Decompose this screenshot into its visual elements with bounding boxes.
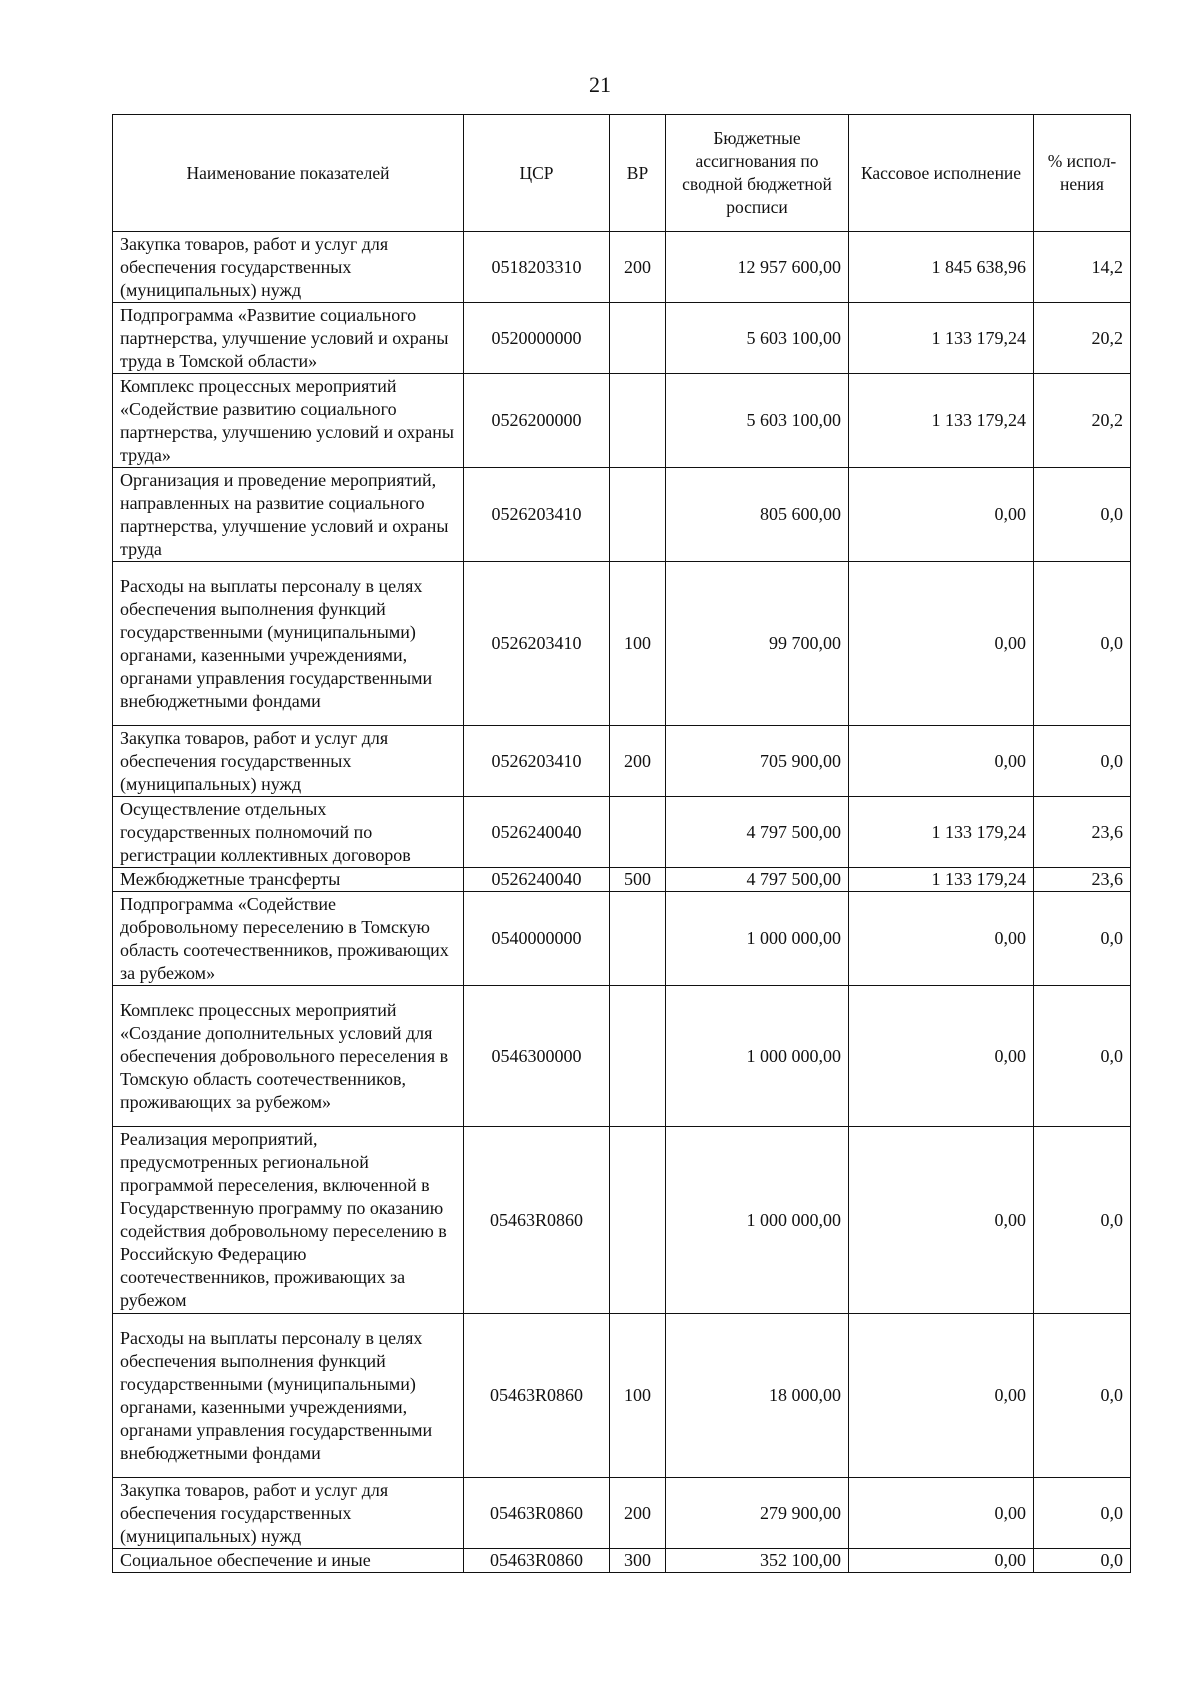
row-csr: 0526240040: [464, 797, 610, 868]
row-csr: 05463R0860: [464, 1478, 610, 1549]
row-percent: 0,0: [1034, 1127, 1131, 1314]
row-csr: 0526203410: [464, 468, 610, 562]
row-vr: [610, 303, 666, 374]
header-budget-allocation: Бюджетные ассигнования по сводной бюджетной росписи: [666, 115, 849, 232]
row-vr: [610, 1127, 666, 1314]
row-percent: 0,0: [1034, 1478, 1131, 1549]
row-vr: [610, 797, 666, 868]
row-vr: 100: [610, 1314, 666, 1478]
row-budget: 279 900,00: [666, 1478, 849, 1549]
row-budget: 1 000 000,00: [666, 892, 849, 986]
row-percent: 0,0: [1034, 1314, 1131, 1478]
row-name: Комплекс процессных мероприятий «Создание дополнительных условий для обеспечения добровольного переселения в Томскую область соотечественников, проживающих за рубежом»: [113, 986, 464, 1127]
row-executed: 0,00: [849, 986, 1034, 1127]
row-name: Комплекс процессных мероприятий «Содействие развитию социального партнерства, улучшению условий и охраны труда»: [113, 374, 464, 468]
row-name: Осуществление отдельных государственных полномочий по регистрации коллективных договоров: [113, 797, 464, 868]
row-name: Закупка товаров, работ и услуг для обеспечения государственных (муниципальных) нужд: [113, 232, 464, 303]
row-vr: [610, 468, 666, 562]
table-row: [113, 232, 1131, 303]
table-row: [113, 1549, 1131, 1573]
row-budget: 12 957 600,00: [666, 232, 849, 303]
page-number: 21: [589, 72, 611, 97]
row-percent: 0,0: [1034, 468, 1131, 562]
table-header-row: [113, 115, 1131, 232]
header-cash-execution: Кассовое исполнение: [849, 115, 1034, 232]
row-vr: 500: [610, 868, 666, 892]
row-csr: 0518203310: [464, 232, 610, 303]
row-name: Подпрограмма «Развитие социального партнерства, улучшение условий и охраны труда в Томской области»: [113, 303, 464, 374]
budget-execution-table: [112, 114, 1131, 1573]
row-name: Реализация мероприятий, предусмотренных региональной программой переселения, включенной в Государственную программу по оказанию содействия добровольному переселению в Российскую Федерацию соотечественников, проживающих за рубежом: [113, 1127, 464, 1314]
table-row: [113, 1127, 1131, 1314]
header-execution-percent: % испол-нения: [1034, 115, 1131, 232]
row-executed: 0,00: [849, 892, 1034, 986]
row-vr: 200: [610, 1478, 666, 1549]
row-budget: 4 797 500,00: [666, 868, 849, 892]
header-vr: ВР: [610, 115, 666, 232]
row-budget: 352 100,00: [666, 1549, 849, 1573]
row-csr: 0526200000: [464, 374, 610, 468]
row-budget: 18 000,00: [666, 1314, 849, 1478]
row-vr: 300: [610, 1549, 666, 1573]
row-budget: 5 603 100,00: [666, 303, 849, 374]
table-row: [113, 562, 1131, 726]
row-name: Организация и проведение мероприятий, направленных на развитие социального партнерства, улучшение условий и охраны труда: [113, 468, 464, 562]
row-name: Расходы на выплаты персоналу в целях обеспечения выполнения функций государственными (муниципальными) органами, казенными учреждениями, органами управления государственными внебюджетными фондами: [113, 1314, 464, 1478]
row-csr: 05463R0860: [464, 1314, 610, 1478]
table-row: [113, 986, 1131, 1127]
header-csr: ЦСР: [464, 115, 610, 232]
row-percent: 0,0: [1034, 892, 1131, 986]
row-vr: 200: [610, 232, 666, 303]
row-name: Социальное обеспечение и иные: [113, 1549, 464, 1573]
row-executed: 1 133 179,24: [849, 797, 1034, 868]
row-name: Закупка товаров, работ и услуг для обеспечения государственных (муниципальных) нужд: [113, 726, 464, 797]
row-vr: 200: [610, 726, 666, 797]
row-executed: 0,00: [849, 1549, 1034, 1573]
row-executed: 0,00: [849, 1314, 1034, 1478]
row-csr: 0526240040: [464, 868, 610, 892]
row-csr: 0546300000: [464, 986, 610, 1127]
row-csr: 0526203410: [464, 562, 610, 726]
row-csr: 0540000000: [464, 892, 610, 986]
row-executed: 0,00: [849, 1478, 1034, 1549]
row-csr: 05463R0860: [464, 1127, 610, 1314]
row-percent: 23,6: [1034, 868, 1131, 892]
row-percent: 0,0: [1034, 986, 1131, 1127]
table-row: [113, 468, 1131, 562]
table-row: [113, 726, 1131, 797]
row-csr: 0526203410: [464, 726, 610, 797]
header-indicator-name: Наименование показателей: [113, 115, 464, 232]
row-name: Межбюджетные трансферты: [113, 868, 464, 892]
row-vr: [610, 892, 666, 986]
row-budget: 705 900,00: [666, 726, 849, 797]
row-percent: 23,6: [1034, 797, 1131, 868]
row-percent: 20,2: [1034, 303, 1131, 374]
row-executed: 1 133 179,24: [849, 374, 1034, 468]
row-executed: 0,00: [849, 468, 1034, 562]
row-percent: 0,0: [1034, 726, 1131, 797]
row-executed: 0,00: [849, 1127, 1034, 1314]
row-executed: 0,00: [849, 562, 1034, 726]
row-vr: [610, 986, 666, 1127]
table-row: [113, 892, 1131, 986]
row-executed: 1 133 179,24: [849, 303, 1034, 374]
row-budget: 4 797 500,00: [666, 797, 849, 868]
row-name: Расходы на выплаты персоналу в целях обеспечения выполнения функций государственными (муниципальными) органами, казенными учреждениями, органами управления государственными внебюджетными фондами: [113, 562, 464, 726]
row-budget: 99 700,00: [666, 562, 849, 726]
row-vr: 100: [610, 562, 666, 726]
row-name: Закупка товаров, работ и услуг для обеспечения государственных (муниципальных) нужд: [113, 1478, 464, 1549]
row-executed: 1 845 638,96: [849, 232, 1034, 303]
row-percent: 0,0: [1034, 562, 1131, 726]
table-row: [113, 797, 1131, 868]
row-budget: 1 000 000,00: [666, 986, 849, 1127]
row-percent: 14,2: [1034, 232, 1131, 303]
row-executed: 0,00: [849, 726, 1034, 797]
table-row: [113, 868, 1131, 892]
table-row: [113, 303, 1131, 374]
table-row: [113, 1478, 1131, 1549]
row-budget: 5 603 100,00: [666, 374, 849, 468]
row-budget: 805 600,00: [666, 468, 849, 562]
row-name: Подпрограмма «Содействие добровольному переселению в Томскую область соотечественников, проживающих за рубежом»: [113, 892, 464, 986]
row-executed: 1 133 179,24: [849, 868, 1034, 892]
row-percent: 0,0: [1034, 1549, 1131, 1573]
row-vr: [610, 374, 666, 468]
table-row: [113, 1314, 1131, 1478]
row-budget: 1 000 000,00: [666, 1127, 849, 1314]
row-percent: 20,2: [1034, 374, 1131, 468]
row-csr: 05463R0860: [464, 1549, 610, 1573]
row-csr: 0520000000: [464, 303, 610, 374]
table-row: [113, 374, 1131, 468]
